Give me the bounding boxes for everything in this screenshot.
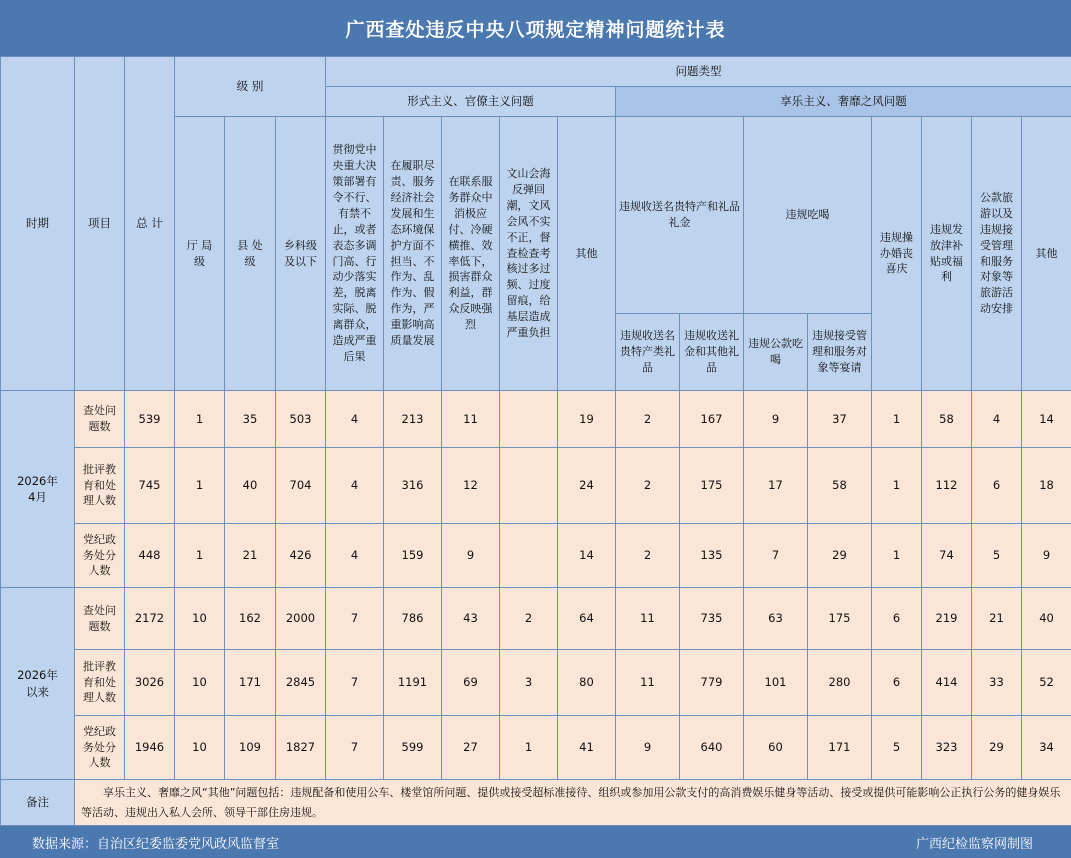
cell-value: 9 (744, 391, 808, 448)
cell-value: 3026 (125, 650, 175, 716)
cell-value: 18 (1022, 448, 1071, 524)
note-label: 备注 (1, 780, 75, 826)
cell-value: 167 (680, 391, 744, 448)
period-label: 2026年 以来 (1, 588, 75, 780)
cell-value: 6 (872, 588, 922, 650)
cell-value: 219 (922, 588, 972, 650)
cell-value: 11 (442, 391, 500, 448)
cell-value: 1191 (384, 650, 442, 716)
cell-value: 1 (500, 716, 558, 780)
cell-value: 1 (872, 524, 922, 588)
cell-value: 11 (616, 588, 680, 650)
cell-value: 213 (384, 391, 442, 448)
cell-value: 7 (326, 716, 384, 780)
cell-value: 1 (175, 448, 225, 524)
cell-value: 175 (680, 448, 744, 524)
cell-value: 74 (922, 524, 972, 588)
cell-value: 58 (808, 448, 872, 524)
cell-value: 2 (616, 448, 680, 524)
cell-value: 52 (1022, 650, 1071, 716)
cell-value: 4 (972, 391, 1022, 448)
header-period: 时期 (1, 57, 75, 391)
cell-value: 1 (175, 524, 225, 588)
cell-value: 101 (744, 650, 808, 716)
cell-value: 10 (175, 588, 225, 650)
header-dining: 违规吃喝 (744, 117, 872, 314)
cell-value: 17 (744, 448, 808, 524)
cell-value (500, 448, 558, 524)
cell-value: 599 (384, 716, 442, 780)
header-formalism-meetings: 文山会海反弹回潮，文风会风不实不正，督查检查考核过多过频、过度留痕，给基层造成严重负担 (500, 117, 558, 391)
cell-value: 414 (922, 650, 972, 716)
cell-value: 316 (384, 448, 442, 524)
header-level-xian: 县 处 级 (225, 117, 276, 391)
header-total: 总 计 (125, 57, 175, 391)
header-allowances: 违规发放津补贴或福利 (922, 117, 972, 391)
header-formalism: 形式主义、官僚主义问题 (326, 87, 616, 117)
cell-value: 35 (225, 391, 276, 448)
cell-value: 34 (1022, 716, 1071, 780)
cell-value: 29 (972, 716, 1022, 780)
header-weddings-funerals: 违规操办婚丧喜庆 (872, 117, 922, 391)
note-text: 享乐主义、奢靡之风“其他”问题包括：违规配备和使用公车、楼堂馆所问题、提供或接受超标准接待、组织或参加用公款支付的高消费娱乐健身等活动、接受或提供可能影响公正执行公务的健身娱乐等活动、违规出入私人会所、领导干部住房违规。 (75, 780, 1071, 826)
cell-value: 63 (744, 588, 808, 650)
row-item-label: 查处问题数 (75, 588, 125, 650)
header-hedonism: 享乐主义、奢靡之风问题 (616, 87, 1071, 117)
cell-value: 7 (326, 588, 384, 650)
cell-value (500, 391, 558, 448)
cell-value: 2000 (276, 588, 326, 650)
cell-value: 9 (1022, 524, 1071, 588)
cell-value: 323 (922, 716, 972, 780)
cell-value: 3 (500, 650, 558, 716)
row-item-label: 批评教育和处理人数 (75, 448, 125, 524)
cell-value: 41 (558, 716, 616, 780)
header-dining-banquet: 违规接受管理和服务对象等宴请 (808, 314, 872, 391)
cell-value: 1946 (125, 716, 175, 780)
cell-value: 745 (125, 448, 175, 524)
cell-value: 6 (872, 650, 922, 716)
row-item-label: 党纪政务处分人数 (75, 716, 125, 780)
cell-value: 69 (442, 650, 500, 716)
period-label: 2026年 4月 (1, 391, 75, 588)
cell-value: 426 (276, 524, 326, 588)
cell-value: 786 (384, 588, 442, 650)
cell-value: 10 (175, 650, 225, 716)
header-travel: 公款旅游以及违规接受管理和服务对象等旅游活动安排 (972, 117, 1022, 391)
cell-value: 162 (225, 588, 276, 650)
header-formalism-decision: 贯彻党中央重大决策部署有令不行、有禁不止，或者表态多调门高、行动少落实差，脱离实际、脱离群众，造成严重后果 (326, 117, 384, 391)
cell-value: 12 (442, 448, 500, 524)
cell-value: 779 (680, 650, 744, 716)
cell-value: 43 (442, 588, 500, 650)
cell-value: 109 (225, 716, 276, 780)
cell-value: 14 (1022, 391, 1071, 448)
cell-value: 7 (744, 524, 808, 588)
cell-value: 5 (972, 524, 1022, 588)
cell-value: 4 (326, 391, 384, 448)
cell-value: 58 (922, 391, 972, 448)
cell-value: 9 (616, 716, 680, 780)
cell-value: 29 (808, 524, 872, 588)
cell-value: 80 (558, 650, 616, 716)
cell-value: 9 (442, 524, 500, 588)
footer (0, 826, 1071, 858)
cell-value: 503 (276, 391, 326, 448)
cell-value: 640 (680, 716, 744, 780)
header-problem-type: 问题类型 (326, 57, 1071, 87)
cell-value: 280 (808, 650, 872, 716)
row-item-label: 批评教育和处理人数 (75, 650, 125, 716)
cell-value: 37 (808, 391, 872, 448)
cell-value: 64 (558, 588, 616, 650)
header-formalism-service: 在联系服务群众中消极应付、冷硬横推、效率低下，损害群众利益，群众反映强烈 (442, 117, 500, 391)
cell-value: 1 (872, 391, 922, 448)
cell-value: 2 (500, 588, 558, 650)
cell-value: 175 (808, 588, 872, 650)
cell-value: 19 (558, 391, 616, 448)
cell-value: 1827 (276, 716, 326, 780)
cell-value: 539 (125, 391, 175, 448)
header-level: 级 别 (175, 57, 326, 117)
cell-value: 1 (872, 448, 922, 524)
cell-value: 21 (225, 524, 276, 588)
row-item-label: 查处问题数 (75, 391, 125, 448)
cell-value: 112 (922, 448, 972, 524)
cell-value: 40 (1022, 588, 1071, 650)
cell-value: 21 (972, 588, 1022, 650)
cell-value: 2 (616, 524, 680, 588)
cell-value: 60 (744, 716, 808, 780)
header-level-ting: 厅 局 级 (175, 117, 225, 391)
cell-value: 5 (872, 716, 922, 780)
cell-value: 24 (558, 448, 616, 524)
cell-value: 4 (326, 524, 384, 588)
cell-value: 40 (225, 448, 276, 524)
header-formalism-duty: 在履职尽责、服务经济社会发展和生态环境保护方面不担当、不作为、乱作为、假作为，严重影响高质量发展 (384, 117, 442, 391)
cell-value: 135 (680, 524, 744, 588)
cell-value (500, 524, 558, 588)
statistics-table (0, 56, 1071, 826)
header-hedonism-other: 其他 (1022, 117, 1071, 391)
cell-value: 171 (225, 650, 276, 716)
cell-value: 7 (326, 650, 384, 716)
row-item-label: 党纪政务处分人数 (75, 524, 125, 588)
header-gift-specialty: 违规收送名贵特产类礼品 (616, 314, 680, 391)
header-gift: 违规收送名贵特产和礼品礼金 (616, 117, 744, 314)
header-item: 项目 (75, 57, 125, 391)
data-source: 数据来源：自治区纪委监委党风政风监督室 (32, 837, 280, 852)
cell-value: 14 (558, 524, 616, 588)
cell-value: 171 (808, 716, 872, 780)
cell-value: 33 (972, 650, 1022, 716)
cell-value: 159 (384, 524, 442, 588)
header-dining-public: 违规公款吃喝 (744, 314, 808, 391)
cell-value: 27 (442, 716, 500, 780)
cell-value: 6 (972, 448, 1022, 524)
cell-value: 735 (680, 588, 744, 650)
header-level-xiang: 乡科级 及以下 (276, 117, 326, 391)
cell-value: 704 (276, 448, 326, 524)
cell-value: 2 (616, 391, 680, 448)
cell-value: 4 (326, 448, 384, 524)
chart-credit: 广西纪检监察网制图 (915, 837, 1033, 852)
cell-value: 448 (125, 524, 175, 588)
header-gift-money: 违规收送礼金和其他礼品 (680, 314, 744, 391)
cell-value: 10 (175, 716, 225, 780)
cell-value: 11 (616, 650, 680, 716)
page-title: 广西查处违反中央八项规定精神问题统计表 (0, 0, 1071, 56)
header-formalism-other: 其他 (558, 117, 616, 391)
cell-value: 2172 (125, 588, 175, 650)
cell-value: 2845 (276, 650, 326, 716)
cell-value: 1 (175, 391, 225, 448)
